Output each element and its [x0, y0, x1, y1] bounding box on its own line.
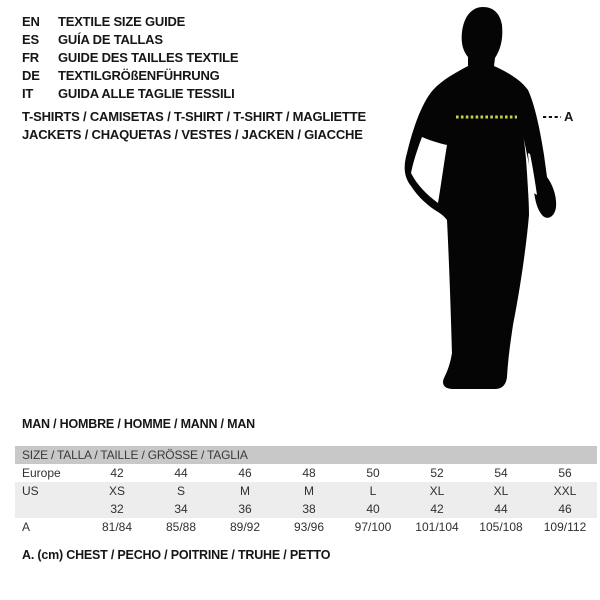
table-cell: 36	[238, 502, 252, 516]
table-cell: 42	[430, 502, 444, 516]
chest-footnote: A. (cm) CHEST / PECHO / POITRINE / TRUHE / PETTO	[22, 548, 331, 562]
table-cell: XXL	[553, 484, 577, 498]
man-silhouette-shape	[405, 7, 556, 389]
table-cell: 46	[558, 502, 572, 516]
language-code: ES	[22, 32, 39, 47]
language-code: IT	[22, 86, 34, 101]
language-label: GUIDA ALLE TAGLIE TESSILI	[58, 86, 235, 101]
table-cell: 56	[558, 466, 572, 480]
language-code: FR	[22, 50, 39, 65]
table-cell: 97/100	[354, 520, 392, 534]
size-table-header: SIZE / TALLA / TAILLE / GRÖSSE / TAGLIA	[15, 446, 597, 464]
table-row-us	[15, 482, 597, 500]
language-label: TEXTILE SIZE GUIDE	[58, 14, 186, 29]
table-cell: 81/84	[101, 520, 133, 534]
language-code: EN	[22, 14, 40, 29]
table-cell: 44	[174, 466, 188, 480]
table-cell: 44	[494, 502, 508, 516]
table-cell: 89/92	[229, 520, 261, 534]
table-cell: 109/112	[543, 520, 587, 534]
language-label: GUIDE DES TAILLES TEXTILE	[58, 50, 239, 65]
garment-categories	[22, 108, 366, 144]
man-silhouette-figure	[395, 5, 580, 395]
table-cell: 54	[494, 466, 508, 480]
table-cell: XL	[493, 484, 509, 498]
language-list	[22, 13, 238, 103]
category-jackets: JACKETS / CHAQUETAS / VESTES / JACKEN / GIACCHE	[22, 127, 363, 142]
table-cell: M	[304, 484, 314, 498]
section-title-man: MAN / HOMBRE / HOMME / MANN / MAN	[22, 417, 255, 431]
language-row-it	[22, 85, 238, 103]
table-cell: 34	[174, 502, 188, 516]
table-cell: 32	[110, 502, 124, 516]
language-label: TEXTILGRÖßENFÜHRUNG	[58, 68, 220, 83]
table-cell: XL	[429, 484, 445, 498]
table-cell: 85/88	[165, 520, 197, 534]
table-row-europe	[15, 464, 597, 482]
table-cell: 40	[366, 502, 380, 516]
table-cell: 46	[238, 466, 252, 480]
language-row-en	[22, 13, 238, 31]
language-code: DE	[22, 68, 40, 83]
table-row-chest-a	[15, 518, 597, 536]
size-table	[15, 446, 597, 536]
category-tshirts: T-SHIRTS / CAMISETAS / T-SHIRT / T-SHIRT / MAGLIETTE	[22, 109, 366, 124]
table-cell: 42	[110, 466, 124, 480]
table-row-numeric	[15, 500, 597, 518]
row-label: Europe	[22, 466, 61, 480]
table-cell: 38	[302, 502, 316, 516]
table-cell: M	[240, 484, 250, 498]
table-cell: S	[176, 484, 185, 498]
language-row-es	[22, 31, 238, 49]
table-cell: 105/108	[479, 520, 523, 534]
table-cell: 50	[366, 466, 380, 480]
table-cell: 93/96	[293, 520, 325, 534]
language-row-fr	[22, 49, 238, 67]
table-cell: XS	[108, 484, 125, 498]
man-silhouette-image	[395, 5, 580, 395]
measure-a-label: A	[564, 109, 574, 124]
row-label: US	[22, 484, 39, 498]
language-label: GUÍA DE TALLAS	[58, 32, 163, 47]
row-label: A	[22, 520, 31, 534]
table-cell: 48	[302, 466, 316, 480]
table-cell: 52	[430, 466, 444, 480]
language-row-de	[22, 67, 238, 85]
row-label	[15, 500, 85, 518]
table-cell: 101/104	[415, 520, 459, 534]
table-cell: L	[369, 484, 377, 498]
